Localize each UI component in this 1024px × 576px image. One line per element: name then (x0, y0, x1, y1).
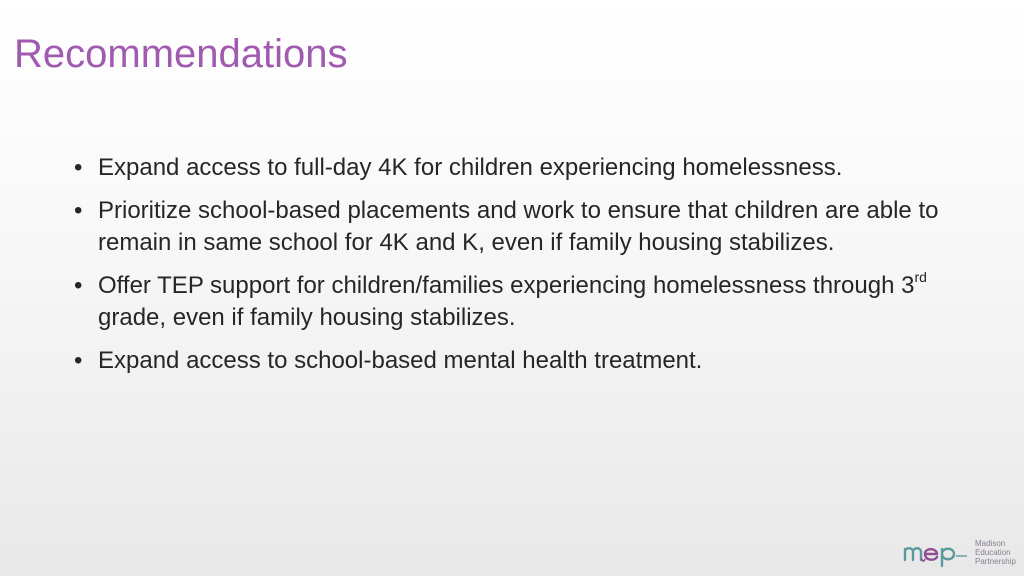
logo-line-3: Partnership (975, 557, 1016, 566)
bullet-item (74, 152, 974, 184)
bullet-list (74, 152, 974, 388)
bullet-item (74, 195, 974, 259)
bullet-text-start: Offer TEP support for children/families experiencing homelessness through 3 (98, 272, 915, 299)
bullet-text: Expand access to school-based mental health treatment. (98, 347, 703, 374)
mep-logo-mark-icon (903, 538, 969, 568)
mep-logo-text (975, 539, 1016, 566)
bullet-text: Prioritize school-based placements and work to ensure that children are able to remain in same school for 4K and K, even if family housing stabilizes. (98, 197, 939, 256)
ordinal-superscript: rd (914, 269, 927, 285)
bullet-item (74, 345, 974, 377)
logo-line-2: Education (975, 548, 1011, 557)
bullet-dot-icon: • (74, 197, 83, 224)
mep-logo (903, 536, 1021, 570)
slide-title: Recommendations (14, 32, 348, 76)
bullet-dot-icon: • (74, 347, 83, 374)
bullet-dot-icon: • (74, 272, 83, 299)
bullet-item (74, 270, 974, 334)
bullet-text-end: grade, even if family housing stabilizes. (98, 304, 516, 331)
bullet-text: Expand access to full-day 4K for children experiencing homelessness. (98, 154, 843, 181)
logo-line-1: Madison (975, 539, 1006, 548)
bullet-dot-icon: • (74, 154, 83, 181)
